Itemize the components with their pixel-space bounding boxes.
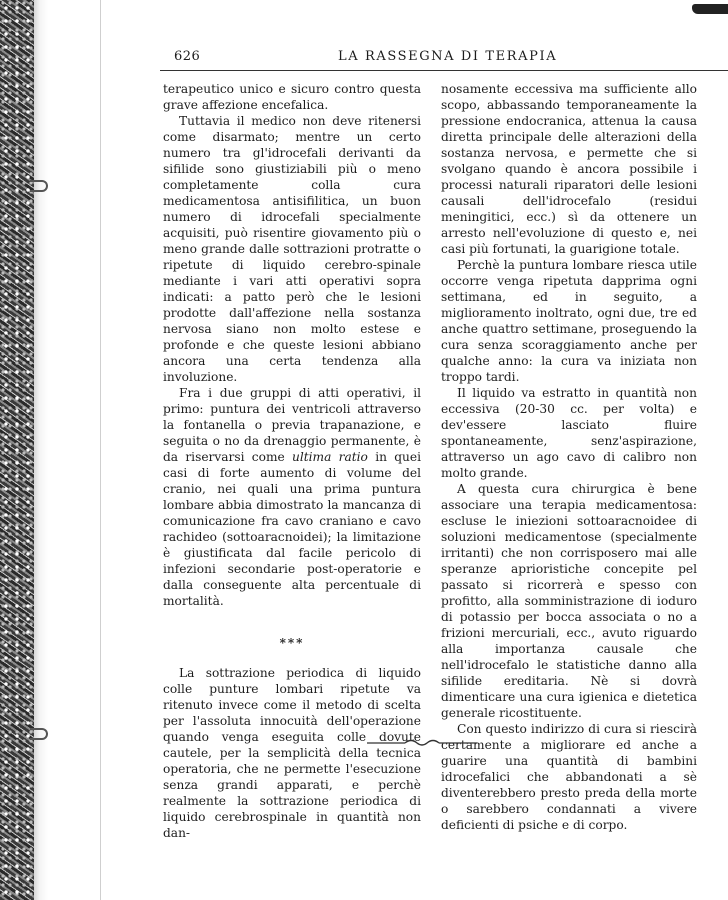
right-paragraph-2: Perchè la puntura lombare riesca utile occorre venga ripetuta dapprima ogni settimana, ed in seguito, a miglioramento inoltrato, ogni due, tre ed anche quattro settimane, proseguendo la cura senza scoraggiamento anche per qualche anno: la cura va iniziata non troppo tardi.	[441, 258, 697, 384]
binding-clip-bottom	[30, 728, 48, 740]
right-paragraph-3: Il liquido va estratto in quantità non eccessiva (20-30 cc. per volta) e dev'essere lasciato fluire spontaneamente, senz'aspirazione, attraverso un ago cavo di calibro non molto grande.	[441, 386, 697, 480]
right-paragraph-5: Con questo indirizzo di cura si riescirà certamente a migliorare ed anche a guarire una quantità di bambini idrocefalici che abbandonati a sè diventerebbero presto preda della morte o sarebbero condannati a vivere deficienti di psiche e di corpo.	[441, 722, 697, 832]
binding-clip-top	[30, 180, 48, 192]
left-paragraph-1: terapeutico unico e sicuro contro questa grave affezione encefalica.	[163, 82, 421, 112]
right-column	[441, 81, 697, 833]
section-separator: ***	[279, 636, 305, 650]
italic-ultima-ratio: ultima ratio	[292, 450, 368, 464]
left-paragraph-3-end: in quei casi di forte aumento di volume del cranio, nei quali una prima puntura lombare abbia dimostrato la mancanza di comunicazione fra cavo craniano e cavo rachideo (sottoaracnoidei); la limitazione è giustificata dal facile pericolo di infezioni secondarie post-operatorie e dalla conseguente alta percentuale di mortalità.	[163, 450, 421, 608]
page-number: 626	[174, 49, 201, 64]
binding-edge-shadow	[34, 0, 48, 900]
marbled-binding	[0, 0, 34, 900]
right-paragraph-4: A questa cura chirurgica è bene associare una terapia medicamentosa: escluse le iniezioni sottoaracnoidee di soluzioni medicamentose (specialmente irritanti) che non corrisposero mai alle speranze aprioristiche concepite pel passato si ricorrerà e spesso con profitto, alla somministrazione di ioduro di potassio per bocca associata o no a frizioni mercuriali, ecc., avuto riguardo alla importanza causale che nell'idrocefalo le statistiche danno alla sifilide ereditaria. Nè si dovrà dimenticare una cura igienica e dietetica generale ricostituente.	[441, 482, 697, 720]
corner-tab	[692, 4, 728, 14]
left-paragraph-3-start: Fra i due gruppi di atti operativi, il primo: puntura dei ventricoli attraverso la fontanella o previa trapanazione, e seguita o no da drenaggio permanente, è da riservarsi come	[163, 386, 421, 464]
end-ornament	[367, 738, 477, 748]
left-paragraph-4: La sottrazione periodica di liquido colle punture lombari ripetute va ritenuto invece come il metodo di scelta per l'assoluta innocuità dell'operazione quando venga eseguita colle dovute cautele, per la semplicità della tecnica operatoria, che ne permette l'esecuzione senza grandi apparati, e perchè realmente la sottrazione periodica di liquido cerebrospinale in quantità non dan-	[163, 666, 421, 840]
left-column	[163, 81, 421, 841]
header-rule	[160, 70, 728, 71]
left-paragraph-2: Tuttavia il medico non deve ritenersi come disarmato; mentre un certo numero tra gl'idrocefali derivanti da sifilide sono giustiziabili più o meno completamente colla cura medicamentosa antisifilitica, un buon numero di idrocefali specialmente acquisiti, può risentire giovamento più o meno grande dalle sottrazioni protratte o ripetute di liquido cerebro-spinale mediante i vari atti operativi sopra indicati: a patto però che le lesioni prodotte dall'affezione nella sostanza nervosa siano non molto estese e profonde e che queste lesioni abbiano ancora una certa tendenza alla involuzione.	[163, 114, 421, 384]
page-header	[160, 49, 726, 69]
running-title: LA RASSEGNA DI TERAPIA	[338, 49, 558, 64]
right-paragraph-1: nosamente eccessiva ma sufficiente allo scopo, abbassando temporaneamente la pressione endocranica, attenua la causa diretta principale delle alterazioni della sostanza nervosa, e permette che si svolgano quando è ancora possibile i processi naturali riparatori delle lesioni causali dell'idrocefalo (residui meningitici, ecc.) sì da ottenere un arresto nell'evoluzione di questo e, nei casi più fortunati, la guarigione totale.	[441, 82, 697, 256]
left-paragraph-3	[163, 385, 421, 609]
page-edge-line	[100, 0, 101, 900]
